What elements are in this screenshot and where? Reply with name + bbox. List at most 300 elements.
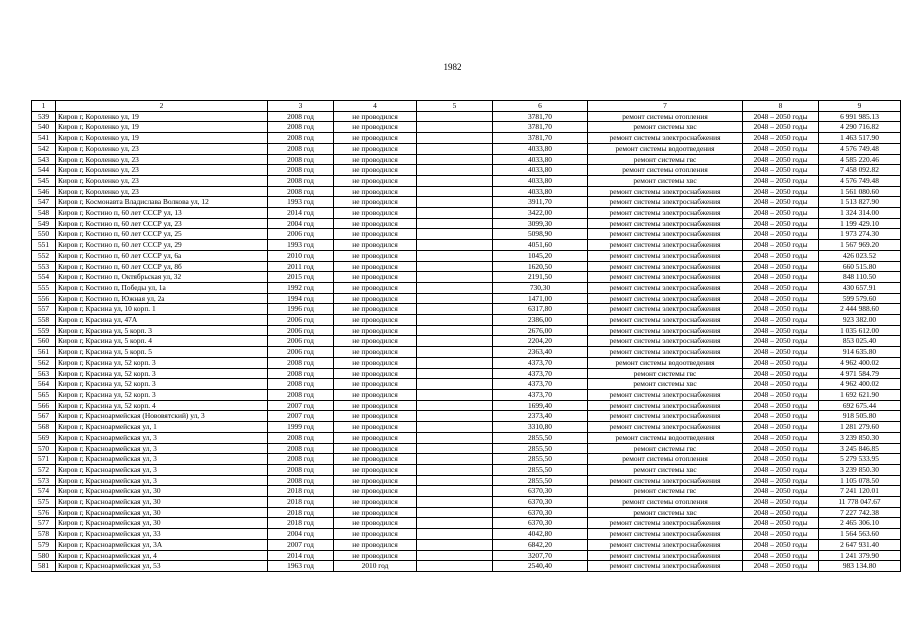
row-index: 543 (32, 154, 56, 165)
planned-period: 2048 – 2050 годы (743, 111, 819, 122)
column-number-6: 6 (493, 101, 588, 112)
row-index: 557 (32, 304, 56, 315)
table-row (32, 208, 901, 219)
row-index: 577 (32, 518, 56, 529)
row-index: 546 (32, 186, 56, 197)
cost: 4 290 716.82 (819, 122, 901, 133)
work-type: ремонт системы водоотведения (588, 143, 743, 154)
area: 4373,70 (493, 379, 588, 390)
cell-col-5 (417, 282, 493, 293)
row-index: 548 (32, 208, 56, 219)
planned-period: 2048 – 2050 годы (743, 486, 819, 497)
year-built: 2014 год (268, 208, 334, 219)
column-number-4: 4 (334, 101, 417, 112)
last-repair-year: не проводился (334, 432, 417, 443)
cell-col-5 (417, 240, 493, 251)
cost: 1 973 274.30 (819, 229, 901, 240)
cell-col-5 (417, 443, 493, 454)
cost: 1 561 080.60 (819, 186, 901, 197)
cell-col-5 (417, 400, 493, 411)
area: 4373,70 (493, 389, 588, 400)
address: Киров г, Красноармейская ул, 53 (56, 561, 268, 572)
last-repair-year: не проводился (334, 336, 417, 347)
row-index: 579 (32, 539, 56, 550)
address: Киров г, Короленко ул, 19 (56, 133, 268, 144)
last-repair-year: не проводился (334, 175, 417, 186)
table-row (32, 122, 901, 133)
planned-period: 2048 – 2050 годы (743, 240, 819, 251)
cost: 692 675.44 (819, 400, 901, 411)
work-type: ремонт системы электроснабжения (588, 550, 743, 561)
year-built: 2008 год (268, 379, 334, 390)
table-row (32, 154, 901, 165)
cell-col-5 (417, 389, 493, 400)
cost: 848 110.50 (819, 272, 901, 283)
area: 4373,70 (493, 368, 588, 379)
year-built: 2015 год (268, 272, 334, 283)
year-built: 2006 год (268, 325, 334, 336)
table-row (32, 561, 901, 572)
address: Киров г, Красноармейская (Нововятский) ул, 3 (56, 411, 268, 422)
table-row (32, 539, 901, 550)
table-row (32, 197, 901, 208)
table-row (32, 357, 901, 368)
work-type: ремонт системы гвс (588, 443, 743, 454)
row-index: 553 (32, 261, 56, 272)
cell-col-5 (417, 357, 493, 368)
year-built: 2011 год (268, 261, 334, 272)
cell-col-5 (417, 208, 493, 219)
row-index: 569 (32, 432, 56, 443)
area: 3422,00 (493, 208, 588, 219)
table-row (32, 240, 901, 251)
row-index: 561 (32, 347, 56, 358)
year-built: 2006 год (268, 336, 334, 347)
cost: 853 025.40 (819, 336, 901, 347)
planned-period: 2048 – 2050 годы (743, 400, 819, 411)
cell-col-5 (417, 336, 493, 347)
planned-period: 2048 – 2050 годы (743, 507, 819, 518)
cell-col-5 (417, 197, 493, 208)
last-repair-year: не проводился (334, 143, 417, 154)
area: 2191,50 (493, 272, 588, 283)
area: 3207,70 (493, 550, 588, 561)
cell-col-5 (417, 175, 493, 186)
cost: 11 778 047.67 (819, 497, 901, 508)
year-built: 2007 год (268, 411, 334, 422)
work-type: ремонт системы гвс (588, 154, 743, 165)
planned-period: 2048 – 2050 годы (743, 165, 819, 176)
year-built: 2008 год (268, 143, 334, 154)
row-index: 550 (32, 229, 56, 240)
work-type: ремонт системы электроснабжения (588, 411, 743, 422)
row-index: 559 (32, 325, 56, 336)
table-row (32, 529, 901, 540)
cell-col-5 (417, 486, 493, 497)
planned-period: 2048 – 2050 годы (743, 379, 819, 390)
work-type: ремонт системы электроснабжения (588, 250, 743, 261)
year-built: 1994 год (268, 293, 334, 304)
work-type: ремонт системы гвс (588, 368, 743, 379)
cost: 4 576 749.48 (819, 143, 901, 154)
year-built: 1992 год (268, 282, 334, 293)
planned-period: 2048 – 2050 годы (743, 250, 819, 261)
area: 1045,20 (493, 250, 588, 261)
column-number-1: 1 (32, 101, 56, 112)
table-row (32, 250, 901, 261)
row-index: 558 (32, 315, 56, 326)
last-repair-year: не проводился (334, 550, 417, 561)
last-repair-year: не проводился (334, 304, 417, 315)
work-type: ремонт системы отопления (588, 454, 743, 465)
cell-col-5 (417, 518, 493, 529)
year-built: 2008 год (268, 122, 334, 133)
last-repair-year: не проводился (334, 454, 417, 465)
work-type: ремонт системы электроснабжения (588, 389, 743, 400)
planned-period: 2048 – 2050 годы (743, 325, 819, 336)
cost: 4 962 400.02 (819, 379, 901, 390)
address: Киров г, Красноармейская ул, 30 (56, 497, 268, 508)
table-row (32, 218, 901, 229)
table-row (32, 475, 901, 486)
table-row (32, 507, 901, 518)
last-repair-year: не проводился (334, 229, 417, 240)
address: Киров г, Красина ул, 52 корп. 3 (56, 379, 268, 390)
planned-period: 2048 – 2050 годы (743, 272, 819, 283)
address: Киров г, Красноармейская ул, 30 (56, 507, 268, 518)
last-repair-year: не проводился (334, 165, 417, 176)
planned-period: 2048 – 2050 годы (743, 464, 819, 475)
cell-col-5 (417, 133, 493, 144)
year-built: 2008 год (268, 443, 334, 454)
address: Киров г, Красина ул, 5 корп. 5 (56, 347, 268, 358)
address: Киров г, Красина ул, 5 корп. 4 (56, 336, 268, 347)
area: 2855,50 (493, 464, 588, 475)
year-built: 2008 год (268, 454, 334, 465)
page-number: 1982 (443, 62, 462, 72)
column-number-2: 2 (56, 101, 268, 112)
last-repair-year: не проводился (334, 539, 417, 550)
year-built: 2018 год (268, 497, 334, 508)
planned-period: 2048 – 2050 годы (743, 143, 819, 154)
last-repair-year: не проводился (334, 315, 417, 326)
cell-col-5 (417, 229, 493, 240)
cell-col-5 (417, 250, 493, 261)
last-repair-year: не проводился (334, 261, 417, 272)
row-index: 539 (32, 111, 56, 122)
table-row (32, 422, 901, 433)
table-row (32, 464, 901, 475)
row-index: 555 (32, 282, 56, 293)
area: 6370,30 (493, 497, 588, 508)
cost: 426 023.52 (819, 250, 901, 261)
cost: 2 444 988.60 (819, 304, 901, 315)
work-type: ремонт системы электроснабжения (588, 186, 743, 197)
cell-col-5 (417, 111, 493, 122)
cell-col-5 (417, 550, 493, 561)
address: Киров г, Красноармейская ул, 3 (56, 475, 268, 486)
planned-period: 2048 – 2050 годы (743, 422, 819, 433)
row-index: 562 (32, 357, 56, 368)
year-built: 2006 год (268, 347, 334, 358)
row-index: 560 (32, 336, 56, 347)
area: 2855,50 (493, 432, 588, 443)
planned-period: 2048 – 2050 годы (743, 389, 819, 400)
last-repair-year: не проводился (334, 325, 417, 336)
row-index: 547 (32, 197, 56, 208)
table-row (32, 186, 901, 197)
column-number-row (32, 101, 901, 112)
cost: 4 576 749.48 (819, 175, 901, 186)
work-type: ремонт системы электроснабжения (588, 475, 743, 486)
planned-period: 2048 – 2050 годы (743, 454, 819, 465)
work-type: ремонт системы хвс (588, 507, 743, 518)
cost: 1 199 429.10 (819, 218, 901, 229)
work-type: ремонт системы электроснабжения (588, 229, 743, 240)
last-repair-year: не проводился (334, 389, 417, 400)
cell-col-5 (417, 432, 493, 443)
planned-period: 2048 – 2050 годы (743, 133, 819, 144)
column-number-8: 8 (743, 101, 819, 112)
cell-col-5 (417, 497, 493, 508)
last-repair-year: не проводился (334, 154, 417, 165)
year-built: 2008 год (268, 154, 334, 165)
row-index: 575 (32, 497, 56, 508)
table-row (32, 497, 901, 508)
row-index: 540 (32, 122, 56, 133)
table-row (32, 400, 901, 411)
area: 3781,70 (493, 133, 588, 144)
cell-col-5 (417, 368, 493, 379)
cost: 1 513 827.90 (819, 197, 901, 208)
planned-period: 2048 – 2050 годы (743, 475, 819, 486)
cost: 1 692 621.90 (819, 389, 901, 400)
work-type: ремонт системы гвс (588, 486, 743, 497)
table-row (32, 486, 901, 497)
work-type: ремонт системы электроснабжения (588, 347, 743, 358)
address: Киров г, Красина ул, 52 корп. 3 (56, 389, 268, 400)
cost: 914 635.80 (819, 347, 901, 358)
row-index: 574 (32, 486, 56, 497)
work-type: ремонт системы электроснабжения (588, 218, 743, 229)
year-built: 2008 год (268, 165, 334, 176)
column-number-5: 5 (417, 101, 493, 112)
last-repair-year: не проводился (334, 293, 417, 304)
work-type: ремонт системы электроснабжения (588, 304, 743, 315)
cell-col-5 (417, 122, 493, 133)
repair-schedule-table (31, 100, 901, 572)
table-body (32, 101, 901, 572)
last-repair-year: не проводился (334, 208, 417, 219)
address: Киров г, Красноармейская ул, 33 (56, 529, 268, 540)
table-row (32, 325, 901, 336)
last-repair-year: не проводился (334, 218, 417, 229)
planned-period: 2048 – 2050 годы (743, 539, 819, 550)
cost: 1 463 517.90 (819, 133, 901, 144)
area: 6317,80 (493, 304, 588, 315)
address: Киров г, Красина ул, 10 корп. 1 (56, 304, 268, 315)
cost: 923 382.00 (819, 315, 901, 326)
area: 3911,70 (493, 197, 588, 208)
cell-col-5 (417, 454, 493, 465)
table-row (32, 518, 901, 529)
last-repair-year: не проводился (334, 518, 417, 529)
row-index: 549 (32, 218, 56, 229)
area: 6370,30 (493, 507, 588, 518)
address: Киров г, Короленко ул, 23 (56, 186, 268, 197)
area: 2540,40 (493, 561, 588, 572)
last-repair-year: не проводился (334, 379, 417, 390)
last-repair-year: не проводился (334, 240, 417, 251)
area: 4033,80 (493, 186, 588, 197)
cost: 3 239 850.30 (819, 464, 901, 475)
cell-col-5 (417, 347, 493, 358)
last-repair-year: не проводился (334, 529, 417, 540)
address: Киров г, Красноармейская ул, 30 (56, 518, 268, 529)
work-type: ремонт системы отопления (588, 497, 743, 508)
last-repair-year: не проводился (334, 464, 417, 475)
table-row (32, 336, 901, 347)
cell-col-5 (417, 261, 493, 272)
last-repair-year: 2010 год (334, 561, 417, 572)
year-built: 1999 год (268, 422, 334, 433)
row-index: 571 (32, 454, 56, 465)
area: 2363,40 (493, 347, 588, 358)
planned-period: 2048 – 2050 годы (743, 304, 819, 315)
year-built: 2008 год (268, 464, 334, 475)
year-built: 2010 год (268, 250, 334, 261)
planned-period: 2048 – 2050 годы (743, 357, 819, 368)
work-type: ремонт системы электроснабжения (588, 400, 743, 411)
area: 3781,70 (493, 122, 588, 133)
cost: 3 245 846.85 (819, 443, 901, 454)
last-repair-year: не проводился (334, 486, 417, 497)
work-type: ремонт системы электроснабжения (588, 282, 743, 293)
last-repair-year: не проводился (334, 475, 417, 486)
address: Киров г, Короленко ул, 23 (56, 143, 268, 154)
area: 5098,90 (493, 229, 588, 240)
row-index: 541 (32, 133, 56, 144)
cell-col-5 (417, 475, 493, 486)
last-repair-year: не проводился (334, 186, 417, 197)
area: 4051,60 (493, 240, 588, 251)
area: 4033,80 (493, 154, 588, 165)
cell-col-5 (417, 143, 493, 154)
work-type: ремонт системы электроснабжения (588, 208, 743, 219)
address: Киров г, Костино п, Победы ул, 1а (56, 282, 268, 293)
planned-period: 2048 – 2050 годы (743, 347, 819, 358)
table-row (32, 368, 901, 379)
cell-col-5 (417, 379, 493, 390)
cost: 1 105 078.50 (819, 475, 901, 486)
planned-period: 2048 – 2050 годы (743, 261, 819, 272)
planned-period: 2048 – 2050 годы (743, 561, 819, 572)
column-number-7: 7 (588, 101, 743, 112)
row-index: 565 (32, 389, 56, 400)
year-built: 2004 год (268, 529, 334, 540)
row-index: 578 (32, 529, 56, 540)
year-built: 2018 год (268, 486, 334, 497)
area: 4042,80 (493, 529, 588, 540)
work-type: ремонт системы электроснабжения (588, 539, 743, 550)
cell-col-5 (417, 464, 493, 475)
last-repair-year: не проводился (334, 250, 417, 261)
planned-period: 2048 – 2050 годы (743, 411, 819, 422)
table-row (32, 411, 901, 422)
cost: 3 239 850.30 (819, 432, 901, 443)
cost: 4 962 400.02 (819, 357, 901, 368)
last-repair-year: не проводился (334, 347, 417, 358)
row-index: 572 (32, 464, 56, 475)
planned-period: 2048 – 2050 годы (743, 550, 819, 561)
work-type: ремонт системы электроснабжения (588, 336, 743, 347)
row-index: 573 (32, 475, 56, 486)
address: Киров г, Красноармейская ул, 3 (56, 443, 268, 454)
work-type: ремонт системы электроснабжения (588, 261, 743, 272)
address: Киров г, Красноармейская ул, 3 (56, 464, 268, 475)
cost: 918 505.80 (819, 411, 901, 422)
address: Киров г, Короленко ул, 23 (56, 165, 268, 176)
cell-col-5 (417, 561, 493, 572)
cell-col-5 (417, 218, 493, 229)
table-row (32, 272, 901, 283)
year-built: 2008 год (268, 186, 334, 197)
work-type: ремонт системы электроснабжения (588, 272, 743, 283)
table-row (32, 165, 901, 176)
cost: 7 241 120.01 (819, 486, 901, 497)
work-type: ремонт системы хвс (588, 464, 743, 475)
table-row (32, 389, 901, 400)
work-type: ремонт системы отопления (588, 165, 743, 176)
address: Киров г, Красноармейская ул, 4 (56, 550, 268, 561)
row-index: 556 (32, 293, 56, 304)
cell-col-5 (417, 422, 493, 433)
year-built: 2008 год (268, 175, 334, 186)
work-type: ремонт системы электроснабжения (588, 422, 743, 433)
table-row (32, 443, 901, 454)
table-row (32, 175, 901, 186)
table-row (32, 454, 901, 465)
planned-period: 2048 – 2050 годы (743, 175, 819, 186)
area: 4033,80 (493, 165, 588, 176)
work-type: ремонт системы хвс (588, 175, 743, 186)
cell-col-5 (417, 539, 493, 550)
year-built: 2008 год (268, 432, 334, 443)
table-row (32, 550, 901, 561)
area: 2373,40 (493, 411, 588, 422)
year-built: 2018 год (268, 518, 334, 529)
address: Киров г, Костино п, 60 лет СССР ул, 29 (56, 240, 268, 251)
table-row (32, 229, 901, 240)
cost: 7 227 742.38 (819, 507, 901, 518)
last-repair-year: не проводился (334, 411, 417, 422)
address: Киров г, Красина ул, 52 корп. 4 (56, 400, 268, 411)
address: Киров г, Красноармейская ул, 3 (56, 432, 268, 443)
planned-period: 2048 – 2050 годы (743, 293, 819, 304)
work-type: ремонт системы электроснабжения (588, 293, 743, 304)
work-type: ремонт системы электроснабжения (588, 315, 743, 326)
work-type: ремонт системы водоотведения (588, 432, 743, 443)
row-index: 570 (32, 443, 56, 454)
planned-period: 2048 – 2050 годы (743, 315, 819, 326)
row-index: 542 (32, 143, 56, 154)
work-type: ремонт системы электроснабжения (588, 133, 743, 144)
table-row (32, 315, 901, 326)
address: Киров г, Короленко ул, 19 (56, 122, 268, 133)
year-built: 2008 год (268, 368, 334, 379)
year-built: 2008 год (268, 133, 334, 144)
area: 2676,00 (493, 325, 588, 336)
